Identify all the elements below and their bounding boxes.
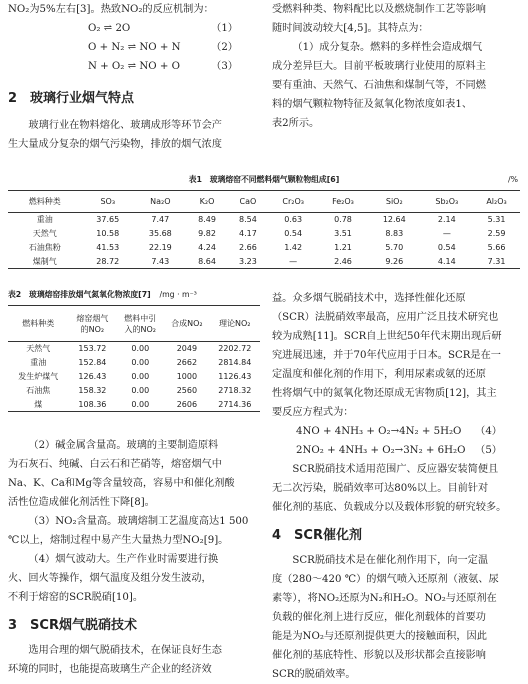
paragraph-line: ℃以上，熔制过程中易产生大量热力型NO₂[9]。 [8,535,229,546]
table-cell: 126.43 [78,372,107,381]
paragraph-line: 无二次污染，脱硝效率可达80%以上。目前针对 [272,483,489,494]
table-cell: 石油焦粉 [28,243,61,252]
paragraph-line: SCR的脱硝效率。 [272,669,356,680]
table-row [8,398,260,412]
table-row [8,213,520,227]
paragraph-line: 要有重油、天然气、石油焦和煤制气等，不同燃 [272,80,486,91]
table-cell: 0.00 [131,399,150,409]
table-cell: 2714.36 [218,399,252,409]
paragraph-line: 料的烟气颗粒物特征及氮氧化物浓度如表1、 [272,99,473,110]
equation-1 [8,19,260,38]
table-cell: 37.65 [96,215,120,225]
paragraph-line: 随时间波动较大[4,5]。其特点为： [272,23,429,34]
table-cell: 2.66 [239,243,257,252]
table-cell: — [289,256,298,266]
table-cell: 4.17 [239,229,257,238]
table-caption [8,289,260,301]
table-cell: 2049 [176,344,198,354]
table-cell: 重油 [30,358,47,367]
table-cell: 7.43 [151,256,170,266]
paragraph-line: 玻璃行业在物料熔化、玻璃成形等环节会产 [28,120,222,131]
table-cell: 发生炉煤气 [18,372,59,381]
table-cell: 8.49 [198,215,216,225]
table-row [8,384,260,398]
table-row [8,241,520,255]
table-cell: 0.00 [131,344,150,354]
table-cell: 天然气 [26,344,51,354]
table-cell: 35.68 [148,229,172,238]
header-cell: SiO₂ [385,197,403,206]
paragraph-line: 选用合理的烟气脱硝技术，在保证良好生态 [28,645,222,656]
table-cell: 2662 [176,358,198,367]
equation-number: （5） [475,445,502,456]
table-cell: 7.47 [151,215,170,225]
section-heading: 4 SCR催化剂 [272,528,362,543]
right-bottom-column [272,289,520,684]
paragraph-line: 要反应方程式为： [272,407,354,418]
table-cell: 0.54 [284,229,303,238]
table-caption-text: 表2 玻璃熔窑排放烟气氮氧化物浓度[7] [8,290,151,299]
table-caption-text: 表1 玻璃熔窑不同燃料烟气颗粒物组成[6] [188,175,340,184]
table-cell: 1.21 [334,243,352,252]
table-row [8,370,260,384]
header-cell: 理论NO₂ [219,319,251,328]
table-cell: 0.00 [131,386,150,395]
paragraph-line: 成分差异巨大。目前平板玻璃行业使用的原料主 [272,61,486,72]
paragraph-line: 火、回火等操作，烟气温度及组分发生波动， [8,573,212,584]
equation-formula: N + O₂ ⇌ NO + O [88,61,181,72]
table-cell: 4.14 [437,256,456,266]
equation-number: （3） [211,61,238,72]
table-cell: 2718.32 [218,386,252,395]
table-cell: 0.78 [334,215,352,225]
table-cell: 0.54 [437,243,456,252]
table-cell: 2202.72 [218,344,252,354]
left-bottom-column [8,436,260,679]
header-cell: CaO [239,197,257,206]
equation-number: （1） [211,23,238,34]
equation-2 [8,38,260,57]
paragraph-line: 究进展迅速，并于70年代应用于日本。SCR是在一 [272,350,501,361]
paragraph-line: （2）碱金属含量高。玻璃的主要制造原料 [28,440,219,451]
paragraph-line: （1）成分复杂。燃料的多样性会造成烟气 [292,42,483,53]
table-cell: 22.19 [148,243,172,252]
header-cell: SO₃ [100,197,116,206]
equation-number: （2） [211,42,238,53]
table-unit: /% [507,175,518,184]
table-cell: 重油 [36,215,53,225]
table-cell: 0.00 [131,372,150,381]
paragraph-line: Na、K、Ca和Mg等含量较高，容易中和催化剂酸 [8,478,235,489]
paragraph-line: 度（280～420 ℃）的烟气喷入还原剂（液氨、尿 [272,574,499,585]
header-cell: K₂O [199,197,215,206]
paragraph-line: 较为成熟[11]。SCR自上世纪50年代末期出现后研 [272,331,502,342]
table-cell: 煤制气 [32,256,57,266]
header-cell: 燃料种类 [22,319,55,328]
paragraph-line: （SCR）法脱硝效率最高，应用广泛且技术研究也 [272,312,499,323]
table-cell: 0.63 [284,215,303,225]
paragraph-line: 不利于熔窑的SCR脱硝[10]。 [8,592,144,603]
table-cell: 41.53 [96,243,120,252]
table-cell: 2606 [176,399,198,409]
table-1 [8,174,520,269]
data-table [8,190,520,269]
table-2 [8,289,260,412]
equation-formula: 2NO₂ + 4NH₃ + O₂→3N₂ + 6H₂O [296,445,466,456]
paragraph-line: 为石灰石、纯碱、白云石和芒硝等，熔窑烟气中 [8,459,222,470]
table-cell: 12.64 [382,215,406,225]
header-cell: 燃料中引入的NO₂ [124,313,157,334]
table-cell: 5.31 [487,215,506,225]
paragraph-line: 定温度和催化剂的作用下，利用尿素或氨的还原 [272,369,486,380]
paragraph-line: 素等），将NO₂还原为N₂和H₂O。NO₂与还原剂在 [272,593,497,604]
paragraph-line: 催化剂的基底、负载成分以及载体形貌的研究较多。 [272,502,507,513]
header-cell: Na₂O [150,197,171,206]
header-cell: 熔窑烟气的NO₂ [76,313,109,334]
table-cell: 3.23 [239,256,257,266]
table-cell: 2.46 [334,256,352,266]
table-row [8,255,520,269]
equation-4 [272,422,520,441]
table-cell: 153.72 [78,344,107,354]
paragraph-line: 益。众多烟气脱硝技术中，选择性催化还原 [272,293,466,304]
table-cell: 煤 [34,399,43,409]
right-top-column [272,0,520,133]
table-cell: 2.14 [437,215,456,225]
header-cell: Al₂O₃ [486,197,507,206]
paragraph-line: 性将烟气中的氮氧化物还原成无害物质[12]，其主 [272,388,497,399]
header-cell: 合成NO₂ [171,319,203,328]
table-cell: 158.32 [78,386,107,395]
paragraph-line: 环境的同时，也能提高玻璃生产企业的经济效 [8,664,212,675]
table-cell: 8.54 [239,215,257,225]
table-row [8,356,260,370]
paragraph-line: （3）NO₂含量高。玻璃熔制工艺温度高达1 500 [28,516,249,527]
table-cell: 7.31 [487,256,506,266]
paragraph-line: 表2所示。 [272,118,320,129]
equation-number: （4） [475,426,502,437]
table-cell: — [442,229,451,238]
table-cell: 1126.43 [218,372,252,381]
paragraph-line: 活性位造成催化剂活性下降[8]。 [8,497,155,508]
table-cell: 8.64 [198,256,216,266]
table-cell: 152.84 [78,358,107,367]
table-cell: 8.83 [385,229,404,238]
data-table [8,305,260,412]
table-cell: 2.59 [487,229,506,238]
table-cell: 108.36 [78,399,107,409]
table-cell: 1.42 [284,243,303,252]
table-row [8,342,260,356]
table-cell: 28.72 [96,256,120,266]
left-top-column [8,0,260,154]
section-heading: 2 玻璃行业烟气特点 [8,91,135,106]
table-cell: 9.26 [385,256,404,266]
table-header-row [8,191,520,213]
table-cell: 10.58 [96,229,120,238]
paragraph-line: 能是为NO₂与还原剂提供更大的接触面积，因此 [272,631,487,642]
section-heading: 3 SCR烟气脱硝技术 [8,618,137,633]
table-cell: 石油焦 [26,386,51,395]
header-cell: 燃料种类 [28,197,61,206]
equation-5 [272,441,520,460]
equation-formula: O + N₂ ⇌ NO + N [88,42,181,53]
text-line: NO₂为5%左右[3]。热致NO₂的反应机制为： [8,4,214,15]
table-cell: 1000 [176,372,198,381]
header-cell: Fe₂O₃ [332,197,354,206]
table-caption [8,174,520,186]
table-cell: 5.66 [487,243,506,252]
table-cell: 4.24 [198,243,216,252]
header-cell: Sb₂O₃ [435,197,459,206]
table-cell: 9.82 [198,229,216,238]
equation-formula: O₂ ⇌ 2O [88,23,131,34]
table-row [8,227,520,241]
table-cell: 3.51 [334,229,352,238]
paragraph-line: 催化剂的基底特性、形貌以及形状都会直接影响 [272,650,486,661]
paragraph-line: 生大量成分复杂的烟气污染物，排放的烟气浓度 [8,139,222,150]
paragraph-line: 受燃料种类、物料配比以及燃烧制作工艺等影响 [272,4,486,15]
table-cell: 5.70 [385,243,404,252]
table-unit: /mg · m⁻³ [159,290,197,299]
header-cell: Cr₂O₃ [282,197,304,206]
equation-formula: 4NO + 4NH₃ + O₂→4N₂ + 5H₂O [296,426,462,437]
table-cell: 天然气 [32,229,57,238]
table-header-row [8,306,260,342]
table-cell: 2814.84 [218,358,252,367]
paragraph-line: （4）烟气波动大。生产作业时需要进行换 [28,554,219,565]
table-cell: 2560 [176,386,198,395]
paragraph-line: SCR脱硝技术是在催化剂作用下，向一定温 [292,555,489,566]
paragraph-line: SCR脱硝技术适用范围广、反应器安装简便且 [292,464,499,475]
paragraph-line: 负载的催化剂上进行反应，催化剂载体的首要功 [272,612,486,623]
equation-3 [8,57,260,76]
table-cell: 0.00 [131,358,150,367]
